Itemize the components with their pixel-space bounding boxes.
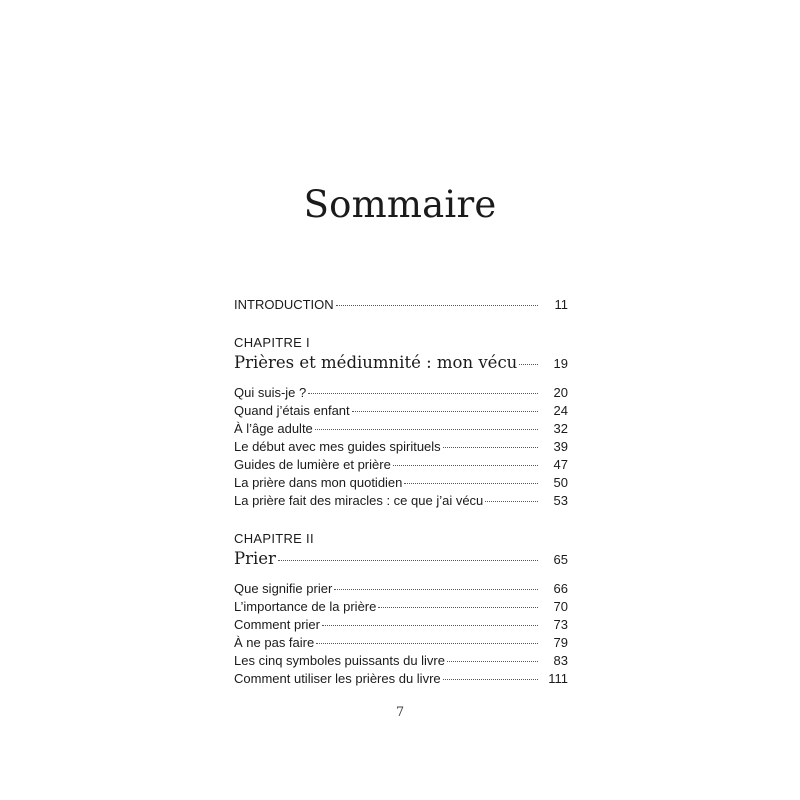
dot-leader (378, 607, 538, 608)
chapter-page: 19 (553, 356, 568, 371)
dot-leader (443, 447, 538, 448)
toc-entry-page: 79 (553, 635, 568, 650)
dot-leader (447, 661, 538, 662)
dot-leader (308, 393, 538, 394)
toc-entry-label: Les cinq symboles puissants du livre (234, 653, 445, 668)
toc-entry (234, 634, 568, 652)
toc-entry-page: 50 (553, 475, 568, 490)
dot-leader (393, 465, 538, 466)
chapter-title-row (234, 352, 568, 374)
toc-entry-label: À l’âge adulte (234, 421, 313, 436)
dot-leader (315, 429, 538, 430)
toc-entry (234, 402, 568, 420)
toc-entry-page: 111 (548, 671, 568, 686)
dot-leader (443, 679, 538, 680)
page-title: Sommaire (303, 183, 497, 226)
toc-entry-page: 24 (553, 403, 568, 418)
toc-entry-label: Quand j’étais enfant (234, 403, 350, 418)
toc-entry (234, 670, 568, 688)
toc-entry-label: Comment utiliser les prières du livre (234, 671, 441, 686)
toc-entry-label: La prière dans mon quotidien (234, 475, 403, 490)
toc-entry-page: 73 (553, 617, 568, 632)
toc-entry-page: 20 (553, 385, 568, 400)
chapter-title-row (234, 548, 568, 570)
toc-entry-label: INTRODUCTION (234, 297, 334, 312)
toc-entry-page: 39 (553, 439, 568, 454)
dot-leader (278, 560, 538, 561)
toc-entry (234, 438, 568, 456)
dot-leader (485, 501, 538, 502)
toc-entry-page: 66 (553, 581, 568, 596)
dot-leader (352, 411, 538, 412)
dot-leader (519, 364, 538, 365)
chapter-kicker: CHAPITRE I (234, 335, 310, 350)
toc-entry (234, 420, 568, 438)
table-of-contents (234, 296, 568, 688)
toc-entry-page: 32 (553, 421, 568, 436)
dot-leader (316, 643, 538, 644)
toc-entry-label: Que signifie prier (234, 581, 333, 596)
toc-entry (234, 474, 568, 492)
chapter-page: 65 (553, 552, 568, 567)
toc-entry-page: 53 (553, 493, 568, 508)
toc-entry-page: 83 (553, 653, 568, 668)
toc-entry-label: Comment prier (234, 617, 320, 632)
dot-leader (336, 305, 538, 306)
toc-entry-label: Le début avec mes guides spirituels (234, 439, 441, 454)
chapter-kicker: CHAPITRE II (234, 531, 314, 546)
toc-entry-introduction (234, 296, 568, 314)
toc-entry (234, 580, 568, 598)
toc-entry-label: Guides de lumière et prière (234, 457, 391, 472)
toc-entry (234, 598, 568, 616)
toc-entry-page: 11 (554, 297, 568, 312)
toc-entry-label: L’importance de la prière (234, 599, 377, 614)
toc-entry-label: Qui suis-je ? (234, 385, 307, 400)
toc-entry (234, 456, 568, 474)
toc-entry (234, 384, 568, 402)
toc-entry (234, 616, 568, 634)
chapter-section-2 (234, 530, 568, 688)
toc-entry-label: À ne pas faire (234, 635, 315, 650)
dot-leader (334, 589, 538, 590)
dot-leader (404, 483, 538, 484)
chapter-section-1 (234, 334, 568, 510)
toc-entry-page: 70 (553, 599, 568, 614)
toc-entry-label: La prière fait des miracles : ce que j’ai vécu (234, 493, 484, 508)
toc-entry (234, 652, 568, 670)
toc-entry-page: 47 (553, 457, 568, 472)
dot-leader (322, 625, 538, 626)
page-number: 7 (395, 705, 405, 720)
chapter-title: Prières et médiumnité : mon vécu (234, 353, 518, 372)
chapter-title: Prier (234, 549, 276, 568)
toc-entry (234, 492, 568, 510)
